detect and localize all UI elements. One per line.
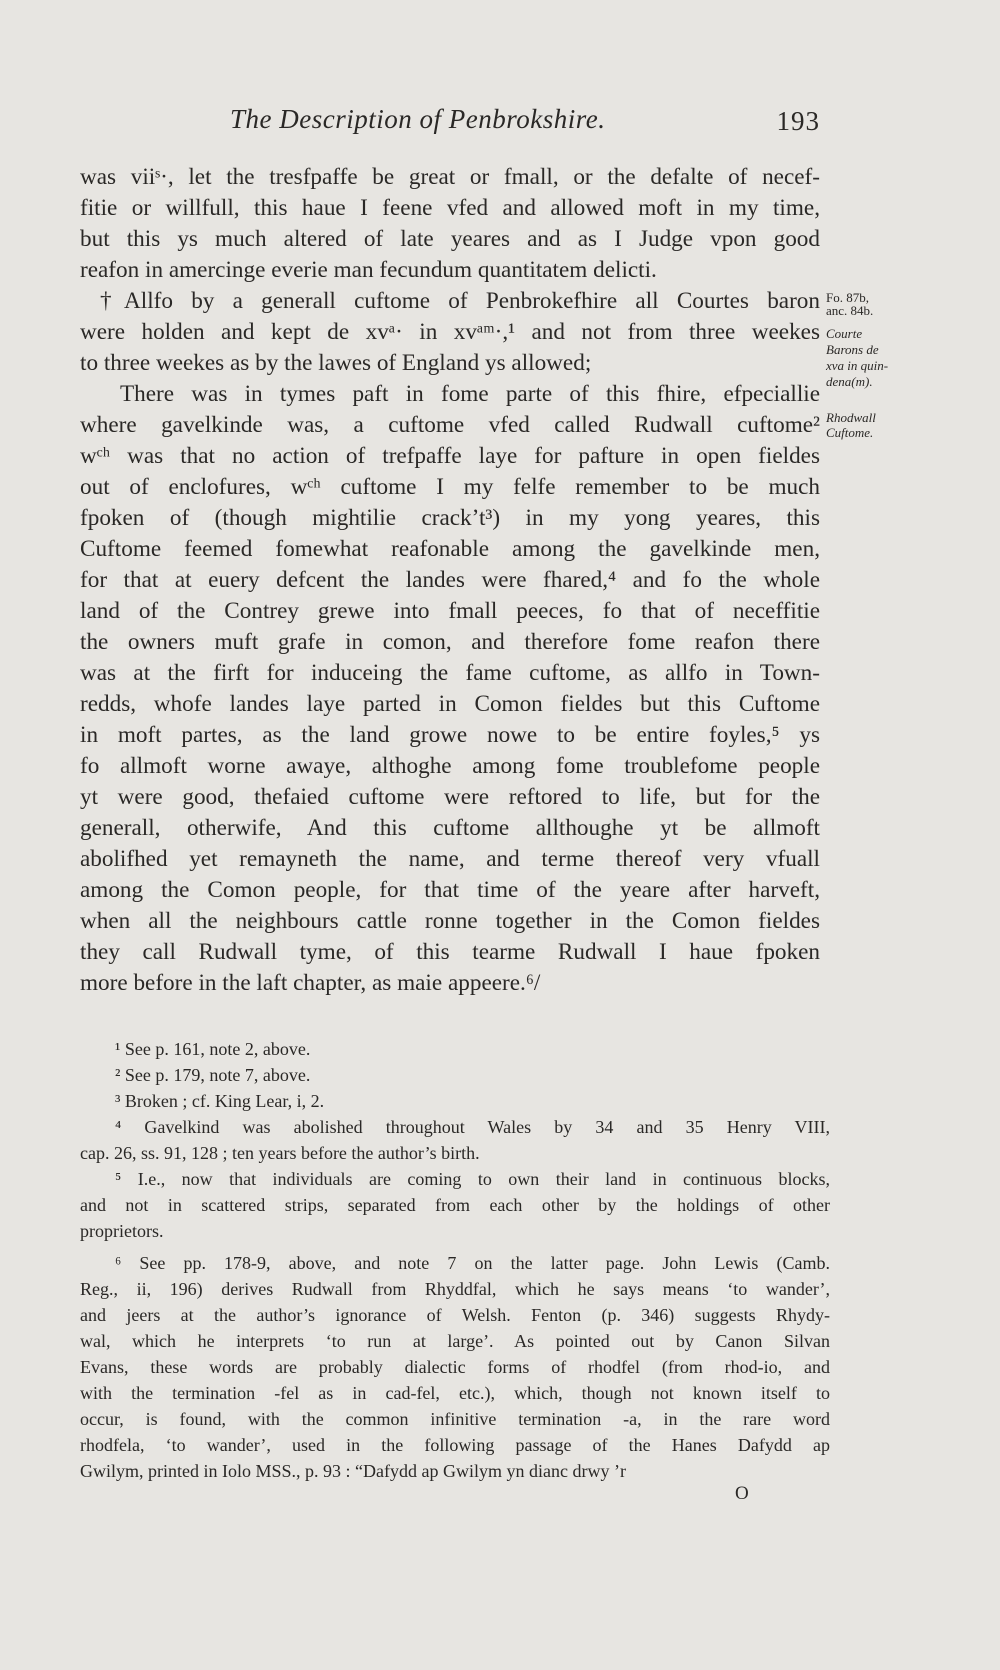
body-line: generall, otherwife, And this cuftome allthoughe yt be allmoft <box>80 815 820 841</box>
body-line: but this ys much altered of late yeares and as I Judge vpon good <box>80 226 820 252</box>
body-line: reafon in amercinge everie man fecundum quantitatem delicti. <box>80 257 657 283</box>
footnote-line: with the termination -fel as in cad-fel, etc.), which, though not known itself to <box>80 1383 830 1403</box>
body-line: yt were good, thefaied cuftome were reftored to life, but for the <box>80 784 820 810</box>
body-line: among the Comon people, for that time of the yeare after harveft, <box>80 877 820 903</box>
footnote-line: occur, is found, with the common infinitive termination -a, in the rare word <box>80 1409 830 1429</box>
footnote-line: Gwilym, printed in Iolo MSS., p. 93 : “Dafydd ap Gwilym yn dianc drwy ’r <box>80 1461 626 1481</box>
footnote-line: Evans, these words are probably dialectic forms of rhodfel (from rhod-io, and <box>80 1357 830 1377</box>
footnote-line: and not in scattered strips, separated from each other by the holdings of other <box>80 1195 830 1215</box>
body-line: the owners muft grafe in comon, and therefore fome reafon there <box>80 629 820 655</box>
footnote-line: ¹ See p. 161, note 2, above. <box>115 1039 311 1059</box>
footnote-line: ⁵ I.e., now that individuals are coming to own their land in continuous blocks, <box>115 1169 830 1189</box>
margin-note: Rhodwall <box>826 410 876 425</box>
footnote-line: wal, which he interprets ‘to run at large’. As pointed out by Canon Silvan <box>80 1331 830 1351</box>
footnote <box>80 1036 830 1062</box>
margin-note: Fo. 87b, <box>826 290 869 305</box>
body-line: was viiˢ·, let the tresfpaffe be great or fmall, or the defalte of necef- <box>80 164 820 190</box>
body-line: for that at euery defcent the landes were fhared,⁴ and fo the whole <box>80 567 820 593</box>
body-line: abolifhed yet remayneth the name, and terme thereof very vfuall <box>80 846 820 872</box>
footnote-line: rhodfela, ‘to wander’, used in the following passage of the Hanes Dafydd ap <box>80 1435 830 1455</box>
body-line: fitie or willfull, this haue I feene vfed and allowed moft in my time, <box>80 195 820 221</box>
margin-note: dena(m). <box>826 374 873 389</box>
footnote-line: proprietors. <box>80 1221 164 1241</box>
footnote <box>80 1088 830 1114</box>
margin-note: Barons de <box>826 342 879 357</box>
footnote <box>80 1114 830 1166</box>
body-line: were holden and kept de xvᵃ· in xvᵃᵐ·,¹ and not from three weekes <box>80 319 820 345</box>
footnote-line: and jeers at the author’s ignorance of Welsh. Fenton (p. 346) suggests Rhydy- <box>80 1305 830 1325</box>
body-line: they call Rudwall tyme, of this tearme Rudwall I haue fpoken <box>80 939 820 965</box>
body-text <box>80 162 820 999</box>
body-line: was at the firft for induceing the fame cuftome, as allfo in Town- <box>80 660 820 686</box>
body-line: to three weekes as by the lawes of England ys allowed; <box>80 350 592 376</box>
footnote-line: Reg., ii, 196) derives Rudwall from Rhyddfal, which he says means ‘to wander’, <box>80 1279 830 1299</box>
margin-note: xva in quin- <box>826 358 889 373</box>
margin-note: Cuftome. <box>826 425 874 440</box>
signature-mark: O <box>735 1483 749 1504</box>
body-line: when all the neighbours cattle ronne together in the Comon fieldes <box>80 908 820 934</box>
footnote <box>80 1250 830 1484</box>
footnotes <box>80 1036 830 1484</box>
body-line: land of the Contrey grewe into fmall peeces, fo that of neceffitie <box>80 598 820 624</box>
body-line: †Allfo by a generall cuftome of Penbrokefhire all Courtes baron <box>100 288 820 314</box>
footnote-line: ² See p. 179, note 7, above. <box>115 1065 311 1085</box>
body-line: wᶜʰ was that no action of trefpaffe laye for pafture in open fieldes <box>80 443 820 469</box>
body-line: fo allmoft worne awaye, althoghe among fome troublefome people <box>80 753 820 779</box>
body-line: where gavelkinde was, a cuftome vfed called Rudwall cuftome² <box>80 412 820 438</box>
footnote <box>80 1166 830 1244</box>
body-line: in moft partes, as the land growe nowe to be entire foyles,⁵ ys <box>80 722 820 748</box>
margin-note: anc. 84b. <box>826 303 874 318</box>
body-line: redds, whofe landes laye parted in Comon fieldes but this Cuftome <box>80 691 820 717</box>
running-head <box>80 104 820 144</box>
footnote <box>80 1062 830 1088</box>
footnote-line: cap. 26, ss. 91, 128 ; ten years before the author’s birth. <box>80 1143 480 1163</box>
running-title: The Description of Penbrokshire. <box>230 104 606 134</box>
footnote-line: ⁶ See pp. 178-9, above, and note 7 on the latter page. John Lewis (Camb. <box>115 1253 830 1273</box>
footnote-line: ³ Broken ; cf. King Lear, i, 2. <box>115 1091 325 1111</box>
body-line: There was in tymes paft in fome parte of this fhire, efpeciallie <box>120 381 820 407</box>
footnote-line: ⁴ Gavelkind was abolished throughout Wales by 34 and 35 Henry VIII, <box>115 1117 830 1137</box>
page-number: 193 <box>776 106 820 136</box>
margin-note: Courte <box>826 326 863 341</box>
body-line: out of enclofures, wᶜʰ cuftome I my felfe remember to be much <box>80 474 820 500</box>
body-line: more before in the laft chapter, as maie appeere.⁶/ <box>80 970 541 996</box>
body-line: fpoken of (though mightilie crack’t³) in my yong yeares, this <box>80 505 820 531</box>
body-line: Cuftome feemed fomewhat reafonable among the gavelkinde men, <box>80 536 820 562</box>
